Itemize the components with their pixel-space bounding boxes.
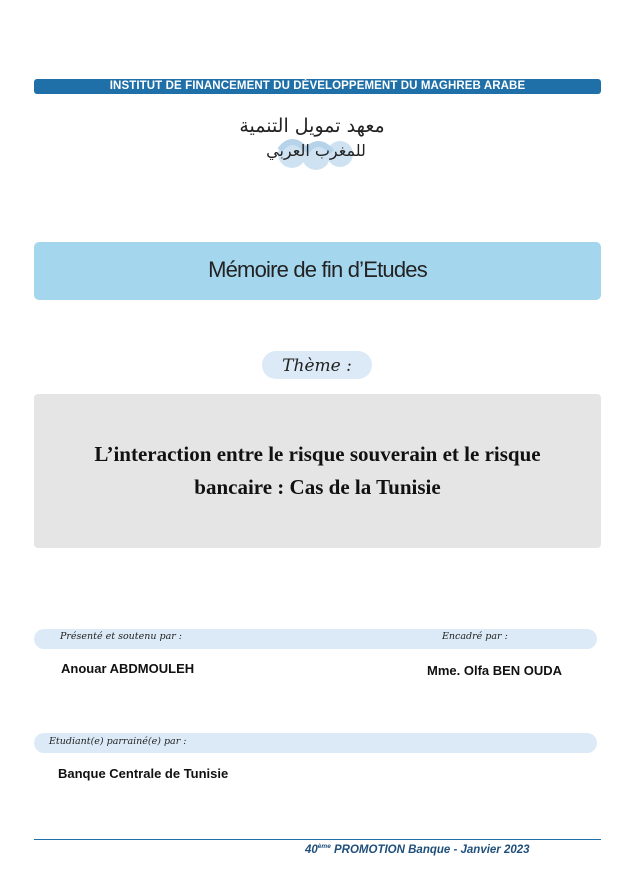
theme-label: Thème :: [282, 356, 352, 376]
thesis-title: L’interaction entre le risque souverain et le risque bancaire : Cas de la Tunisie: [94, 442, 541, 499]
sponsored-by-label: Etudiant(e) parrainé(e) par :: [49, 736, 187, 747]
institute-header-bar: [34, 79, 601, 94]
logo-line1: معهد تمويل التنمية: [239, 115, 385, 137]
promo-number: 40: [305, 843, 318, 856]
thesis-title-box: [34, 394, 601, 548]
logo-emblem-icon: [232, 104, 392, 174]
presented-by-label: Présenté et soutenu par :: [60, 631, 183, 642]
student-name: Anouar ABDMOULEH: [61, 661, 195, 676]
promo-text: PROMOTION Banque - Janvier 2023: [330, 843, 530, 856]
institute-name: INSTITUT DE FINANCEMENT DU DÉVELOPPEMENT DU MAGHREB ARABE: [109, 80, 526, 92]
supervised-by-label: Encadré par :: [442, 631, 508, 642]
promo-superscript: ème: [317, 843, 331, 850]
sponsor-name: Banque Centrale de Tunisie: [58, 766, 229, 781]
institute-logo: [232, 104, 392, 174]
theme-label-pill: [262, 351, 372, 379]
document-type: Mémoire de fin d’Etudes: [208, 257, 427, 282]
logo-line2: للمغرب العربي: [266, 141, 366, 160]
footer-promotion: [305, 843, 530, 856]
document-type-banner: [34, 242, 601, 300]
supervisor-name: Mme. Olfa BEN OUDA: [427, 663, 563, 678]
footer-divider: [34, 839, 601, 840]
